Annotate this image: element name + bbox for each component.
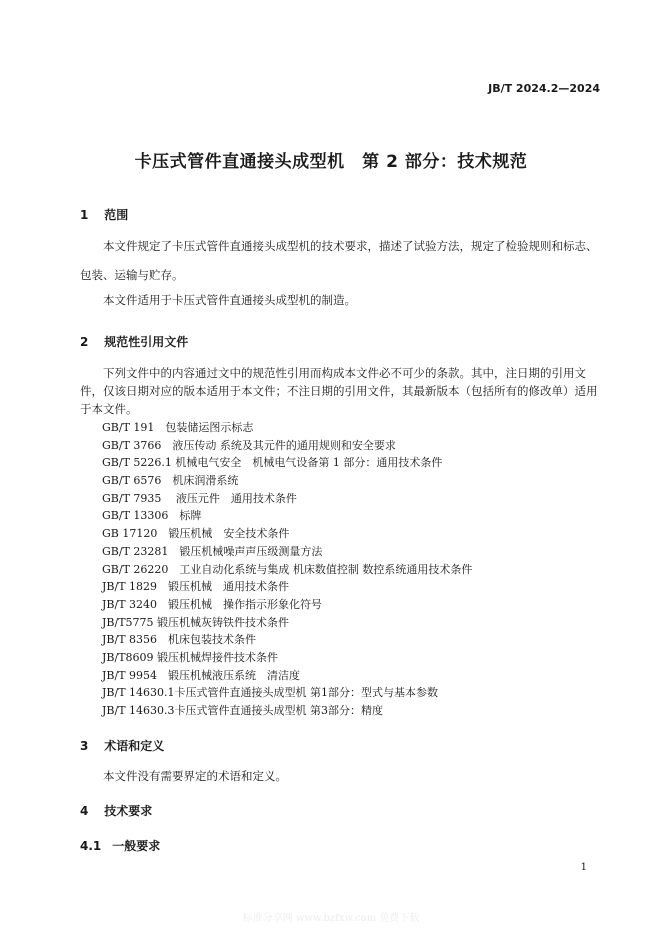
- section-4-1-heading: [80, 837, 160, 854]
- reference-item: JB/T 8356 机床包装技术条件: [102, 633, 257, 647]
- reference-item: JB/T 9954 锻压机械液压系统 清洁度: [102, 668, 301, 682]
- reference-item: JB/T5775 锻压机械灰铸铁件技术条件: [102, 615, 290, 629]
- section-number: 1: [80, 208, 89, 222]
- section-number: 2: [80, 335, 89, 349]
- paragraph-line: 本文件适用于卡压式管件直通接头成型机的制造。: [103, 293, 356, 307]
- section-number: 3: [80, 739, 89, 753]
- section-3-paragraph: [80, 767, 602, 785]
- section-1-paragraph-2: [80, 291, 602, 309]
- reference-item: GB/T 26220 工业自动化系统与集成 机床数值控制 数控系统通用技术条件: [102, 562, 473, 576]
- standard-code: JB/T 2024.2—2024: [488, 82, 600, 95]
- section-2-intro: 下列文件中的内容通过文中的规范性引用而构成本文件必不可少的条款。其中，注日期的引用文件，仅该日期对应的版本适用于本文件；不注日期的引用文件，其最新版本（包括所有的修改单）适用于本文件。: [80, 366, 598, 416]
- section-title: 规范性引用文件: [104, 335, 189, 349]
- section-number: 4.1: [80, 839, 102, 853]
- section-title: 技术要求: [104, 804, 153, 818]
- section-1-paragraph-1-continued: [80, 266, 602, 284]
- paragraph-line: 包装、运输与贮存。: [80, 268, 184, 282]
- section-4-heading: [80, 802, 152, 819]
- section-2-heading: [80, 333, 188, 350]
- paragraph-line: 本文件没有需要界定的术语和定义。: [103, 769, 287, 783]
- reference-item: JB/T 14630.3卡压式管件直通接头成型机 第3部分：精度: [102, 704, 384, 717]
- reference-item: GB/T 23281 锻压机械噪声声压级测量方法: [102, 544, 323, 558]
- section-1-paragraph-1: [80, 237, 602, 255]
- section-1-heading: [80, 206, 128, 223]
- reference-item: JB/T 3240 锻压机械 操作指示形象化符号: [102, 597, 323, 611]
- paragraph-line: 本文件规定了卡压式管件直通接头成型机的技术要求，描述了试验方法，规定了检验规则和标志、: [103, 239, 598, 253]
- document-title: 卡压式管件直通接头成型机 第 2 部分：技术规范: [134, 152, 528, 172]
- section-title: 一般要求: [112, 839, 161, 853]
- reference-item: GB/T 3766 液压传动 系统及其元件的通用规则和安全要求: [102, 438, 396, 452]
- reference-item: JB/T 1829 锻压机械 通用技术条件: [102, 580, 290, 594]
- section-title: 范围: [104, 208, 129, 222]
- reference-item: JB/T8609 锻压机械焊接件技术条件: [102, 650, 279, 664]
- page-number: 1: [580, 862, 587, 873]
- section-3-heading: [80, 737, 164, 754]
- reference-item: GB/T 6576 机床润滑系统: [102, 474, 239, 488]
- reference-item: GB/T 5226.1 机械电气安全 机械电气设备第 1 部分：通用技术条件: [102, 456, 443, 470]
- reference-item: GB/T 7935 液压元件 通用技术条件: [102, 491, 297, 505]
- section-title: 术语和定义: [104, 739, 165, 753]
- watermark-text: 标准分享网 www.bzfxw.com 免费下载: [242, 913, 420, 924]
- reference-item: JB/T 14630.1卡压式管件直通接头成型机 第1部分：型式与基本参数: [102, 686, 439, 700]
- reference-list: [102, 419, 472, 720]
- reference-item: GB 17120 锻压机械 安全技术条件: [102, 527, 290, 541]
- section-number: 4: [80, 804, 89, 818]
- reference-item: GB/T 13306 标牌: [102, 509, 202, 523]
- reference-item: GB/T 191 包装储运图示标志: [102, 421, 254, 434]
